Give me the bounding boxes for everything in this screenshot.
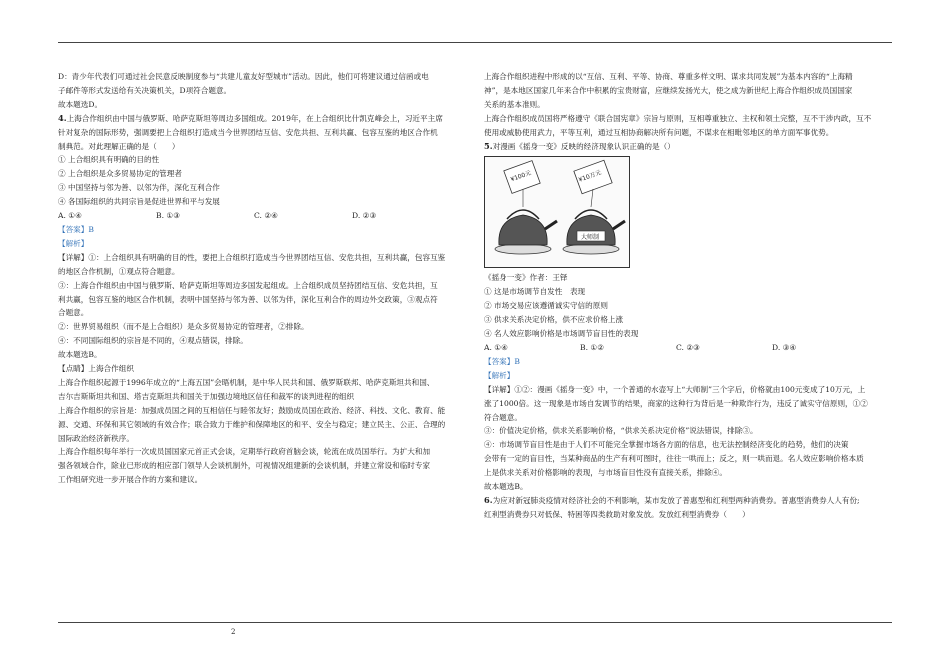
line-text: 会带有一定的盲目性，当某种商品的生产有利可图时，往往一哄而上；反之，则一哄而退。名人效应影响价格本质 [484, 454, 864, 464]
line-text: 符合题意。 [484, 412, 522, 422]
text-line [58, 223, 464, 237]
line-text: 【答案】B [484, 356, 520, 366]
line-text: 国际政治经济新秩序。 [58, 433, 134, 443]
line-text: 【解析】 [484, 370, 515, 380]
line-text: 【解析】 [58, 238, 89, 248]
text-line [58, 306, 464, 320]
page-number: 2 [231, 628, 236, 636]
text-line [484, 424, 894, 438]
line-text: 神”，是本地区国家几年来合作中积累的宝贵财富，应继续发扬光大，使之成为新世纪上海合作组织成员国国家 [484, 85, 853, 95]
line-text: 使用或威胁使用武力，平等互利，通过互相协商解决所有问题，不谋求在相毗邻地区的单方面军事优势。 [484, 127, 834, 137]
line-text: ③：上海合作组织由中国与俄罗斯、哈萨克斯坦等周边多国发起组成。上合组织成员坚持团结互信、安危共担，互 [58, 280, 438, 290]
question-number: 6. [484, 494, 493, 505]
text-line [58, 84, 464, 98]
line-text: 源、交通、环保和其它领域的有效合作；联合致力于维护和保障地区的和平、安全与稳定；建立民主、公正、合理的 [58, 419, 446, 429]
text-line [58, 432, 464, 446]
text-line [58, 181, 464, 195]
text-line [58, 334, 464, 348]
text-line [58, 320, 464, 334]
text-line [484, 271, 894, 285]
line-text: 关系的基本准则。 [484, 99, 545, 109]
text-line [484, 494, 894, 508]
option-0: A. ①④ [58, 211, 82, 221]
option-0: A. ①④ [484, 342, 508, 352]
line-text: 上海合作组织由中国与俄罗斯、哈萨克斯坦等周边多国组成。2019年，在上合组织比什凯克峰会上，习近平主席 [66, 113, 443, 123]
line-text: 涨了1000倍。这一现象是市场自发调节的结果，商家的这种行为背后是一种欺诈行为，违反了诚实守信原则，①② [484, 398, 868, 408]
text-line [484, 285, 894, 299]
text-line [484, 98, 894, 112]
line-text: 制典范。对此理解正确的是（ ） [58, 141, 180, 151]
line-text: ③ 供求关系决定价格，供不应求价格上涨 [484, 315, 624, 325]
question-number: 5. [484, 140, 493, 151]
text-line [58, 237, 464, 251]
text-line [484, 411, 894, 425]
line-text: 故本题选B。 [58, 350, 102, 360]
text-line [484, 508, 894, 522]
line-text: ② 上合组织是众多贸易协定的管理者 [58, 169, 182, 179]
line-text: 【详解】①：上合组织具有明确的目的性，要把上合组织打造成当今世界团结互信、安危共担，互利共赢，包容互鉴 [58, 252, 446, 262]
text-line [58, 153, 464, 167]
option-2: C. ②④ [254, 211, 278, 221]
line-text: 上海合作组织每年举行一次成员国国家元首正式会谈，定期举行政府首脑会谈，轮流在成员国举行。为扩大和加 [58, 447, 431, 457]
option-1: B. ①③ [156, 211, 181, 221]
line-text: 【答案】B [58, 224, 94, 234]
text-line [484, 452, 894, 466]
text-line [58, 265, 464, 279]
line-text: 针对复杂的国际形势，强调要把上合组织打造成当今世界团结互信、安危共担、互利共赢、包容互鉴的地区合作机 [58, 127, 438, 137]
text-line [484, 355, 894, 369]
left-column [58, 70, 464, 487]
line-text: 【详解】①②：漫画《摇身一变》中，一个普通的水壶写上“大师制”三个字后，价格就由100元变成了10万元，上 [484, 384, 866, 394]
text-line [58, 279, 464, 293]
question-number: 4. [58, 112, 67, 123]
option-3: D. ②③ [352, 211, 377, 221]
text-line [484, 397, 894, 411]
line-text: 工作组研究进一步开展合作的方案和建议。 [58, 475, 203, 485]
right-price-tag: ¥10万元 [577, 169, 603, 185]
answer-options [58, 209, 464, 223]
line-text: 合题意。 [58, 308, 89, 318]
line-text: ④：市场调节盲目性是由于人们不可能完全掌握市场各方面的信息，也无法控制经济变化的趋势，他们的决策 [484, 440, 849, 450]
right-top-text [484, 70, 894, 153]
text-line [58, 362, 464, 376]
text-line [484, 112, 894, 126]
text-line [58, 293, 464, 307]
text-line [484, 126, 894, 140]
line-text: 《摇身一变》作者：王铎 [484, 273, 568, 283]
line-text: 上海合作组织成员国将严格遵守《联合国宪章》宗旨与原则，互相尊重独立、主权和领土完整，互不干涉内政，互不 [484, 113, 872, 123]
line-text: ① 上合组织具有明确的目的性 [58, 155, 160, 165]
text-line [484, 480, 894, 494]
text-line [484, 369, 894, 383]
footer-rule [58, 622, 892, 623]
line-text: 红利型消费券只对低保、特困等四类救助对象发放。发放红利型消费券（ ） [484, 509, 750, 519]
line-text: 为应对新冠肺炎疫情对经济社会的不利影响，某市发放了普惠型和红利型两种消费券。普惠型消费券人人有份; [492, 495, 860, 505]
text-line [58, 140, 464, 154]
answer-options [484, 341, 894, 355]
line-text: ②：世界贸易组织（而不是上合组织）是众多贸易协定的管理者，②排除。 [58, 322, 309, 332]
line-text: 上海合作组织进程中形成的以“互信、互利、平等、协商、尊重多样文明、谋求共同发展”为基本内容的“上海精 [484, 72, 853, 81]
line-text: ② 市场交易应该遵循诚实守信的原则 [484, 301, 608, 311]
cartoon-image [484, 156, 630, 268]
text-line [58, 473, 464, 487]
line-text: 上是供求关系对价格影响的表现，与市场盲目性没有直接关系，排除④。 [484, 468, 727, 478]
line-text: ③ 中国坚持与邻为善、以邻为伴，深化互利合作 [58, 183, 220, 193]
cartoon-illustration [485, 157, 629, 267]
text-line [58, 70, 464, 84]
line-text: 利共赢，包容互鉴的地区合作机制，表明中国坚持与邻为善、以邻为伴，深化互利合作的周边外交政策，③观点符 [58, 294, 438, 304]
text-line [58, 251, 464, 265]
line-text: 【点睛】上海合作组织 [58, 364, 134, 374]
line-text: 上海合作组织的宗旨是：加强成员国之间的互相信任与睦邻友好；鼓励成员国在政治、经济、科技、文化、教育、能 [58, 405, 446, 415]
line-text: 吉尔吉斯斯坦共和国、塔吉克斯坦共和国关于加强边境地区信任和裁军的谈判进程的组织 [58, 391, 355, 401]
text-line [484, 299, 894, 313]
text-line [484, 313, 894, 327]
text-line [484, 140, 894, 154]
master-stamp: 大师制 [581, 234, 600, 242]
text-line [484, 70, 894, 84]
text-line [58, 126, 464, 140]
text-line [58, 195, 464, 209]
text-line [58, 390, 464, 404]
text-line [58, 112, 464, 126]
option-3: D. ③④ [772, 342, 797, 352]
line-text: 故本题选B。 [484, 482, 528, 492]
line-text: 上海合作组织起源于1996年成立的“上海五国”会晤机制，是中华人民共和国、俄罗斯联邦、哈萨克斯坦共和国、 [58, 377, 435, 387]
text-line [484, 84, 894, 98]
right-column [484, 70, 894, 522]
right-bottom-text [484, 271, 894, 521]
text-line [484, 383, 894, 397]
header-rule [58, 42, 892, 43]
text-line [58, 404, 464, 418]
line-text: ④ 各国际组织的共同宗旨是促进世界和平与发展 [58, 197, 220, 207]
line-text: 故本题选D。 [58, 99, 103, 109]
line-text: ① 这是市场调节自发性 表现 [484, 287, 586, 297]
text-line [484, 327, 894, 341]
line-text: D：青少年代表们可通过社会民意反映制度参与“共建儿童友好型城市”活动。因此，他们可将建议通过信函或电 [58, 72, 429, 81]
left-price-tag: ¥100元 [509, 169, 533, 184]
text-line [58, 459, 464, 473]
text-line [58, 445, 464, 459]
text-line [484, 438, 894, 452]
text-line [58, 348, 464, 362]
text-line [58, 98, 464, 112]
text-line [58, 167, 464, 181]
text-line [484, 466, 894, 480]
line-text: ③：价值决定价格，供求关系影响价格，“供求关系决定价格”说法错误，排除③。 [484, 426, 758, 436]
line-text: 对漫画《摇身一变》反映的经济现象认识正确的是（） [492, 141, 675, 151]
line-text: 子邮件等形式发送给有关决策机关，D项符合题意。 [58, 85, 232, 95]
line-text: 强各领域合作，除业已形成的相应部门领导人会谈机制外，可视情况组建新的会谈机制，并建立常设和临时专家 [58, 461, 431, 471]
option-1: B. ①② [580, 342, 605, 352]
option-2: C. ②③ [676, 342, 700, 352]
line-text: 的地区合作机制，①观点符合题意。 [58, 266, 180, 276]
line-text: ④ 名人效应影响价格是市场调节盲目性的表现 [484, 329, 639, 339]
line-text: ④：不同国际组织的宗旨是不同的，④观点错误，排除。 [58, 336, 248, 346]
text-line [58, 418, 464, 432]
text-line [58, 376, 464, 390]
